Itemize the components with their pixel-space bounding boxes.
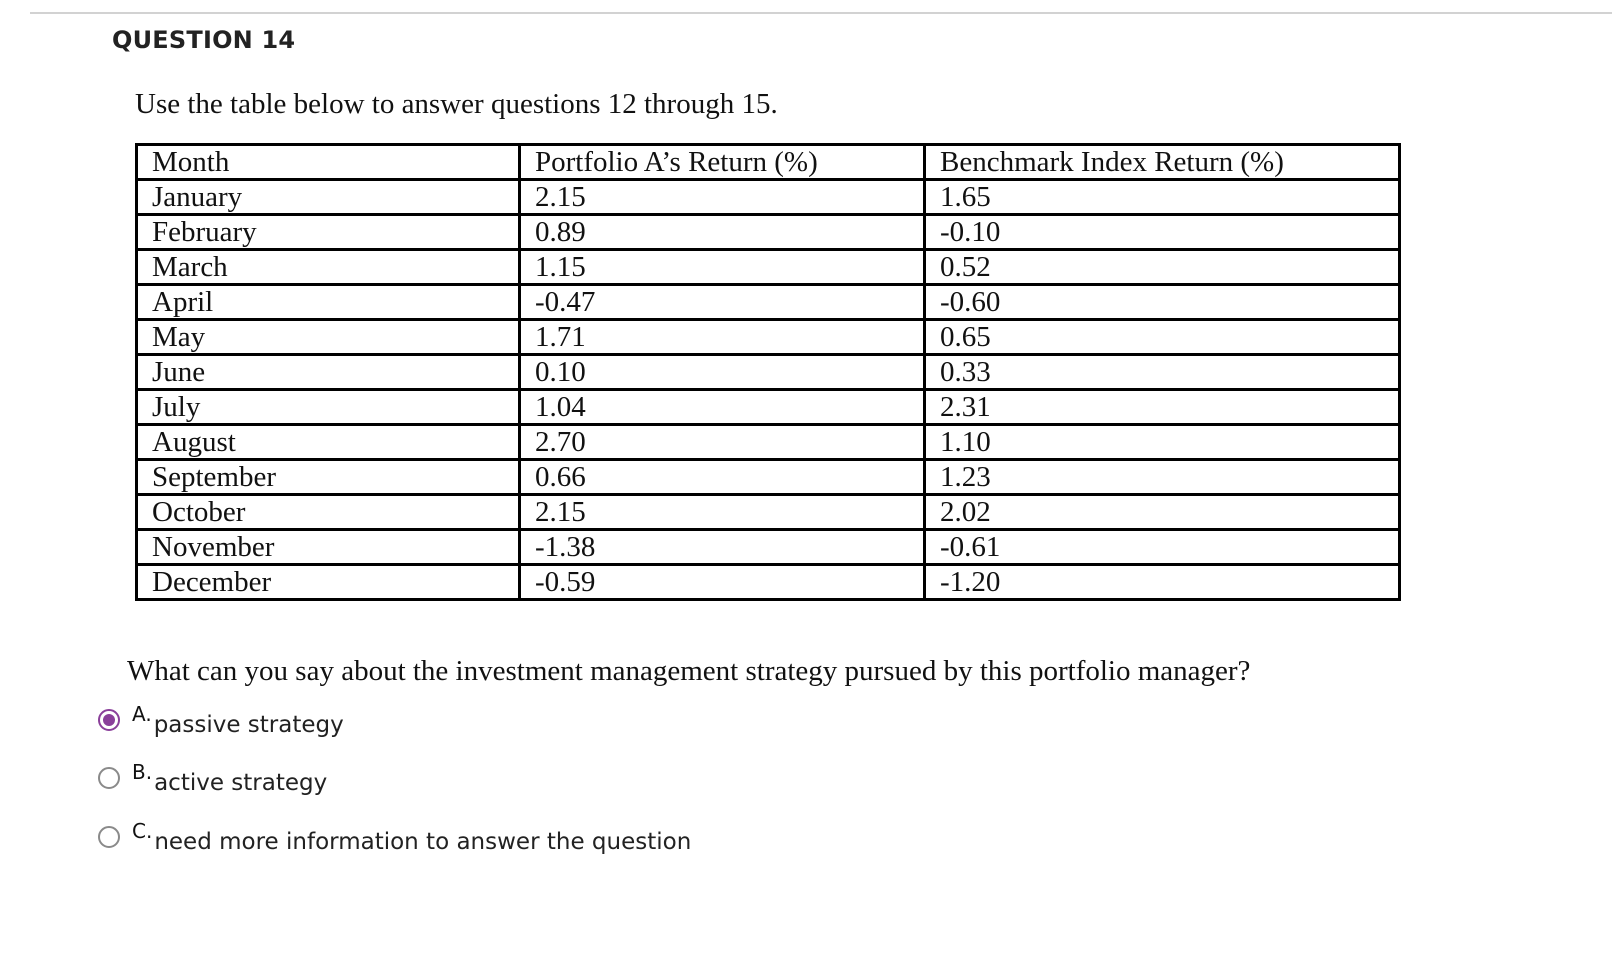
cell-portfolio: 0.66 xyxy=(520,460,925,495)
cell-portfolio: 0.10 xyxy=(520,355,925,390)
table-row xyxy=(137,530,1400,565)
cell-benchmark: 2.02 xyxy=(925,495,1400,530)
cell-month: September xyxy=(137,460,520,495)
table-row xyxy=(137,180,1400,215)
cell-portfolio: 2.15 xyxy=(520,180,925,215)
table-row xyxy=(137,460,1400,495)
header-month: Month xyxy=(137,145,520,180)
cell-portfolio: 1.71 xyxy=(520,320,925,355)
table-row xyxy=(137,285,1400,320)
option-letter: A. xyxy=(132,702,152,726)
returns-table xyxy=(135,143,1401,601)
option-b[interactable] xyxy=(98,756,327,796)
cell-benchmark: -1.20 xyxy=(925,565,1400,600)
cell-benchmark: -0.10 xyxy=(925,215,1400,250)
question-title: QUESTION 14 xyxy=(112,26,296,54)
table-row xyxy=(137,320,1400,355)
cell-benchmark: 1.65 xyxy=(925,180,1400,215)
cell-benchmark: 1.23 xyxy=(925,460,1400,495)
cell-portfolio: 1.15 xyxy=(520,250,925,285)
cell-portfolio: 2.70 xyxy=(520,425,925,460)
table-row xyxy=(137,565,1400,600)
cell-portfolio: -0.59 xyxy=(520,565,925,600)
cell-portfolio: -0.47 xyxy=(520,285,925,320)
option-text: need more information to answer the question xyxy=(154,829,692,855)
cell-month: November xyxy=(137,530,520,565)
cell-benchmark: 1.10 xyxy=(925,425,1400,460)
top-divider xyxy=(30,12,1612,14)
option-a[interactable] xyxy=(98,698,344,738)
cell-month: June xyxy=(137,355,520,390)
option-text: passive strategy xyxy=(153,712,344,738)
table-header-row xyxy=(137,145,1400,180)
radio-unselected-icon[interactable] xyxy=(98,826,120,848)
cell-benchmark: -0.60 xyxy=(925,285,1400,320)
cell-month: December xyxy=(137,565,520,600)
table-row xyxy=(137,355,1400,390)
cell-portfolio: -1.38 xyxy=(520,530,925,565)
cell-benchmark: 0.33 xyxy=(925,355,1400,390)
cell-month: October xyxy=(137,495,520,530)
cell-month: May xyxy=(137,320,520,355)
table-row xyxy=(137,250,1400,285)
table-row xyxy=(137,215,1400,250)
radio-selected-icon[interactable] xyxy=(98,709,120,731)
cell-month: February xyxy=(137,215,520,250)
cell-month: April xyxy=(137,285,520,320)
cell-benchmark: -0.61 xyxy=(925,530,1400,565)
cell-portfolio: 2.15 xyxy=(520,495,925,530)
header-portfolio-return: Portfolio A’s Return (%) xyxy=(520,145,925,180)
cell-benchmark: 0.52 xyxy=(925,250,1400,285)
cell-portfolio: 0.89 xyxy=(520,215,925,250)
table-row xyxy=(137,425,1400,460)
question-intro: Use the table below to answer questions 12 through 15. xyxy=(135,88,778,120)
cell-month: July xyxy=(137,390,520,425)
radio-unselected-icon[interactable] xyxy=(98,767,120,789)
cell-benchmark: 2.31 xyxy=(925,390,1400,425)
cell-month: January xyxy=(137,180,520,215)
question-prompt: What can you say about the investment management strategy pursued by this portfolio manager? xyxy=(127,655,1251,687)
header-benchmark-return: Benchmark Index Return (%) xyxy=(925,145,1400,180)
option-letter: C. xyxy=(132,819,153,843)
cell-month: August xyxy=(137,425,520,460)
cell-month: March xyxy=(137,250,520,285)
option-letter: B. xyxy=(132,760,153,784)
table-row xyxy=(137,495,1400,530)
option-text: active strategy xyxy=(154,770,328,796)
cell-benchmark: 0.65 xyxy=(925,320,1400,355)
table-row xyxy=(137,390,1400,425)
option-c[interactable] xyxy=(98,815,691,855)
cell-portfolio: 1.04 xyxy=(520,390,925,425)
